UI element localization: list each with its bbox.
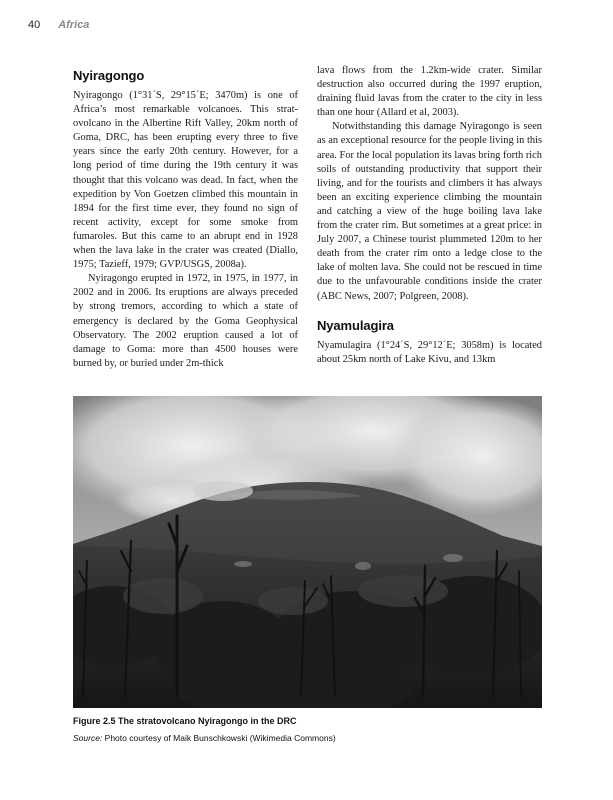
heading-nyamulagira: Nyamulagira (317, 317, 394, 333)
left-column (73, 64, 298, 371)
section-name: Africa (58, 19, 90, 31)
caption-title: Figure 2.5 The stratovolcano Nyiragongo in the DRC (73, 716, 297, 726)
volcano-photo (73, 396, 542, 708)
source-label: Source: (73, 733, 103, 743)
figure-caption (73, 715, 543, 744)
right-column (317, 64, 542, 367)
caption-source (73, 732, 543, 744)
running-head (28, 19, 89, 35)
paragraph: Nyamulagira (1°24´S, 29°12´E; 3058m) is located about 25km north of Lake Kivu, and 13km (317, 339, 542, 365)
heading-nyiragongo: Nyiragongo (73, 68, 145, 83)
source-text: Photo courtesy of Maik Bunschkowski (Wikimedia Commons) (102, 733, 336, 743)
page-number: 40 (28, 19, 41, 31)
paragraph: Notwithstanding this damage Nyiragongo is seen as an exceptional resource for the people living in this area. For the local population its lavas bring forth rich soils of outstanding productivity that support their living, and for the tourists and climbers it has always been an exciting experience climbing the mountain and catching a view of the huge boiling lava lake from the crater rim. But sometimes at a great price: in July 2007, a Chinese tourist plummeted 120m to her death from the crater rim onto a ledge close to the lake of molten lava. She could not be rescued in time due to the unfavourable conditions inside the crater (ABC News, 2007; Polgreen, 2008). (317, 121, 542, 302)
paragraph: Nyiragongo erupted in 1972, in 1975, in 1977, in 2002 and in 2006. Its eruptions are always preceded by strong tremors, according to which a state of emergency is declared by the Goma Geophysical Observatory. The 2002 eruption caused a lot of damage to Goma: more than 4500 houses were burned by, or buried under 2m-thick (73, 273, 298, 369)
paragraph: lava flows from the 1.2km-wide crater. Similar destruction also occurred during the 1997 eruption, draining fluid lavas from the crater to the city in less than one hour (Allard et al, 2003). (317, 65, 542, 119)
paragraph: Nyiragongo (1°31´S, 29°15´E; 3470m) is one of Africa’s most remarkable volcanoes. This strat-ovolcano in the Albertine Rift Valley, 20km north of Goma, DRC, has been erupting every three to five years since the early 20th century. However, for a long period of time during the 19th century it was thought that this volcano was dead. In fact, when the expedition by Von Goetzen climbed this mountain in 1894 for the first time ever, they found no sign of recent activity, except for some smoke from fumaroles. But this came to an abrupt end in 1928 when the lava lake in the crater was created (Diallo, 1975; Tazieff, 1979; GVP/USGS, 2008a). (73, 90, 298, 271)
photo-illustration (73, 396, 542, 708)
